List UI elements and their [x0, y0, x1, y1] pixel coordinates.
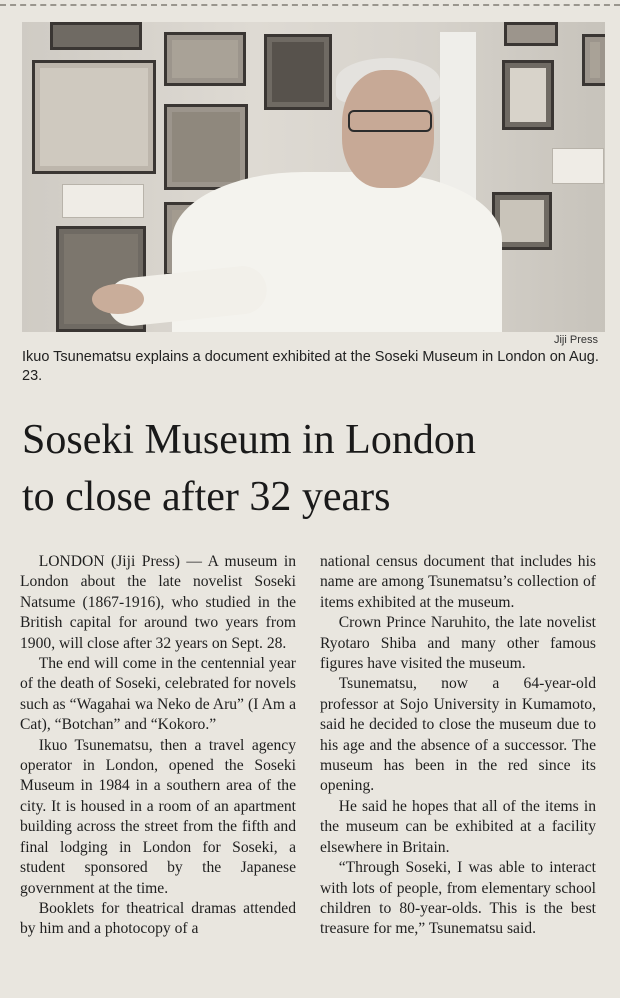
article-paragraph: Crown Prince Naruhito, the late novelist Ryotaro Shiba and many other famous figures have visited the museum.: [320, 614, 596, 673]
headline-line-2: to close after 32 years: [22, 474, 391, 520]
wall-document: [62, 184, 144, 218]
wall-frame: [502, 60, 554, 130]
wall-frame: [504, 22, 558, 46]
wall-frame: [164, 32, 246, 86]
wall-document: [552, 148, 604, 184]
article-paragraph: national census document that includes his name are among Tsunematsu’s collection of items exhibited at the museum.: [320, 553, 596, 611]
wall-frame: [50, 22, 142, 50]
article-paragraph: “Through Soseki, I was able to interact with lots of people, from elementary school children to 80-year-olds. This is the best treasure for me,” Tsunematsu said.: [320, 859, 596, 938]
glasses-icon: [348, 110, 432, 132]
article-paragraph: The end will come in the centennial year of the death of Soseki, celebrated for novels such as “Wagahai wa Neko de Aru” (I Am a Cat), “Botchan” and “Kokoro.”: [20, 655, 296, 734]
photo-credit: Jiji Press: [553, 334, 598, 346]
wall-frame: [164, 104, 248, 190]
article-paragraph: Booklets for theatrical dramas attended by him and a photocopy of a: [20, 899, 296, 938]
wall-frame: [32, 60, 156, 174]
article-paragraph: LONDON (Jiji Press) — A museum in London about the late novelist Soseki Natsume (1867-1916), who studied in the British capital for around two years from 1900, will close after 32 years on Sept. 28.: [20, 553, 296, 652]
man-figure-hand: [92, 284, 144, 314]
wall-frame: [264, 34, 332, 110]
wall-frame: [582, 34, 605, 86]
top-dashed-rule: [0, 4, 620, 6]
article-paragraph: Ikuo Tsunematsu, then a travel agency operator in London, opened the Soseki Museum in 1984 in a southern area of the city. It is housed in a room of an apartment building across the street from the fifth and final lodging in London for Soseki, a student sponsored by the Japanese government at the time.: [20, 736, 296, 897]
article-column-left: [20, 552, 296, 940]
article-paragraph: Tsunematsu, now a 64-year-old professor at Sojo University in Kumamoto, said he decided to close the museum due to his age and the absence of a successor. The museum has been in the red since its opening.: [320, 675, 596, 795]
photo-caption: Ikuo Tsunematsu explains a document exhibited at the Soseki Museum in London on Aug. 23.: [22, 349, 599, 384]
article-photo: [22, 22, 605, 332]
article-paragraph: He said he hopes that all of the items in the museum can be exhibited at a facility elsewhere in Britain.: [320, 797, 596, 856]
headline-line-1: Soseki Museum in London: [22, 417, 476, 463]
article-column-right: [320, 552, 596, 940]
article-headline: [22, 412, 612, 526]
